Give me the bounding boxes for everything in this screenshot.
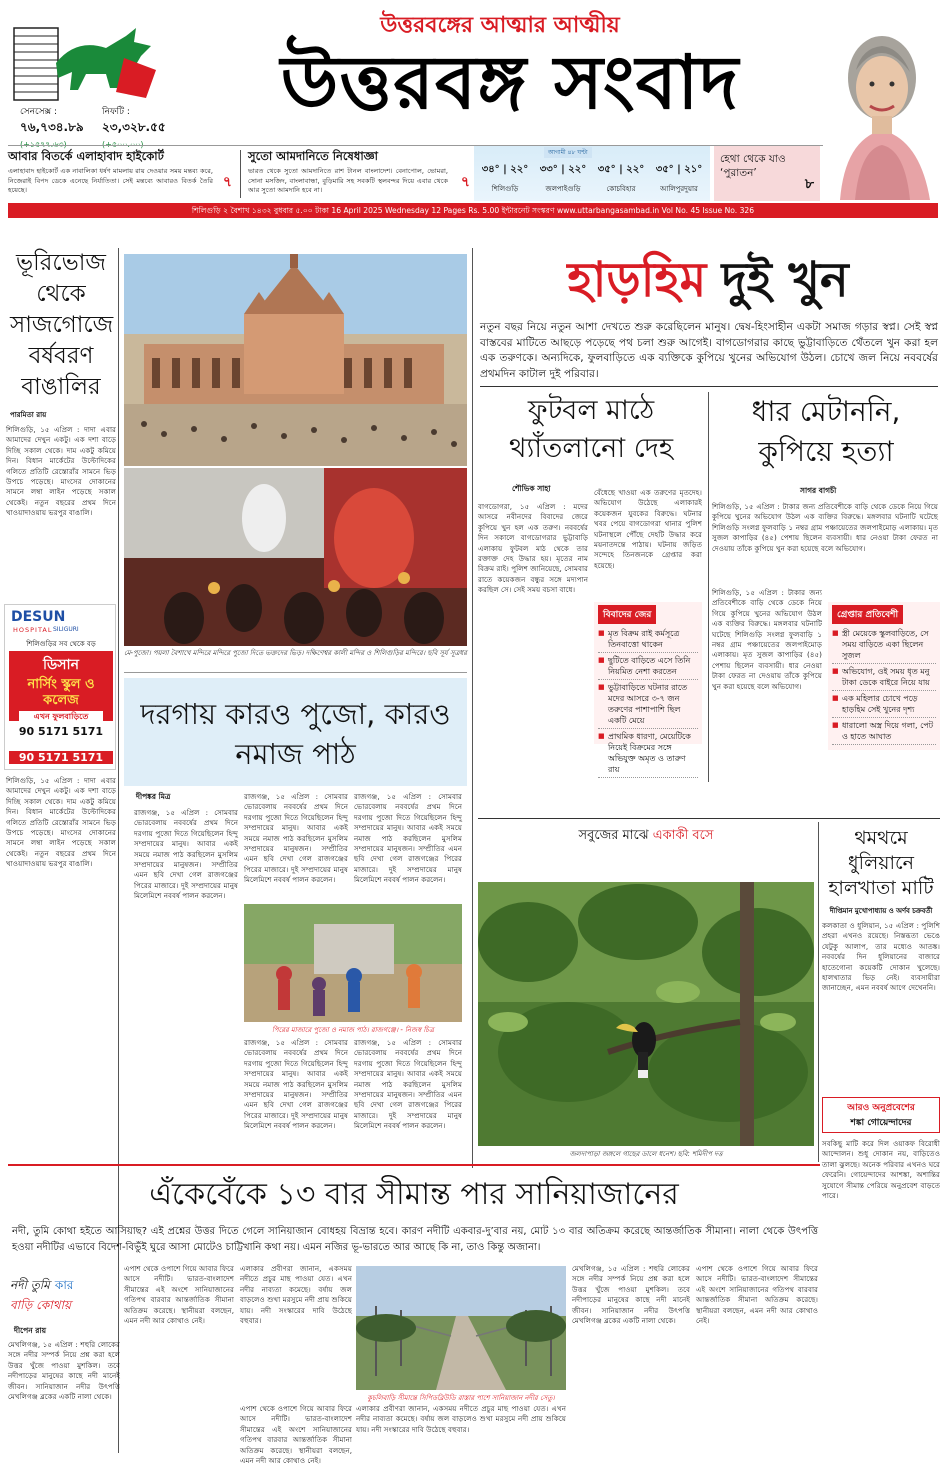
teaser-1[interactable] (8, 148, 236, 200)
ad-city: SILIGURI (53, 626, 79, 633)
tagline: উত্তরবঙ্গের আত্মার আত্মীয় (380, 13, 620, 38)
temple-photo-caption: মে-পুজো। পয়লা বৈশাখে মন্দিরে মন্দিরে পুজো দিতে ভক্তদের ভিড়। দক্ষিণেশ্বর কালী মন্দির ও শিলিগুড়ির মন্দিরে। ছবি সূর্য সূত্রধর (124, 649, 467, 657)
dargah-headline: দরগায় কারও পুজো, কারও নমাজ পাঠ (140, 697, 451, 771)
sanyajan-text-col3: এলাকার প্রবীণরা জানান, একসময় নদীতে প্রচুর মাছ পাওয়া যেত। এখন নদীর নাব্যতা কমেছে। বর্ষায় জল বাড়লেও শুখা মরসুমে নদী প্রায় শুকিয়ে যায়। নদী সংস্কারের দাবি উঠেছে বহুবার। (240, 1264, 352, 1326)
sanyajan-text-col2: এপাশ থেকে ওপাশে গিয়ে আবার ফিরে আসে নদীটি। ভারত-বাংলাদেশ সীমান্তের এই অংশে সানিয়াজানের গতিপথ বারবার আন্তর্জাতিক সীমানা অতিক্রম করেছে। স্থানীয়রা বলছেন, এমন নদী আর কোথাও নেই। (124, 1264, 234, 1326)
dargah-headline-box[interactable] (124, 678, 467, 786)
nifty-change: (+৫০০.০০) (102, 140, 144, 149)
ad-title-3: এখন ফুলবাড়িতে (19, 711, 103, 724)
hornbill-photo (478, 882, 814, 1146)
hornbill-caption: জলদাপাড়া জঙ্গলে গাছের ডালে ধনেশ। ছবি: শমিদীপ দত্ত (569, 1150, 723, 1158)
loan-murder-text-col1: শিলিগুড়ি, ১৫ এপ্রিল : টাকার জন্য প্রতিবেশীকে বাড়ি থেকে ডেকে নিয়ে গিয়ে কুপিয়ে খুনের অভিযোগ উঠল এক ব্যক্তির বিরুদ্ধে। মঙ্গলবার ঘটনাটি ঘটেছে শিলিগুড়ি সংলগ্ন ফুলবাড়ি ১ নম্বর গ্রাম পঞ্চায়েতের জলপাইমোড় এলাকায়। মৃত সুজল কাপাড়ির (৪৫) পেশায় ছিলেন ব্যবসায়ী। ধার নেওয়া টাকা ফেরত না দেওয়ায় তাঁকে কুপিয়ে খুন করা হয়েছে বলে অভিযোগ। (712, 588, 822, 691)
dargah-text-col3: রাজগঞ্জ, ১৫ এপ্রিল : সোমবার ভোরবেলায় নববর্ষের প্রথম দিনে দরগায় পুজো দিতে গিয়েছিলেন হিন্দু সম্প্রদায়ের মানুষ। আবার একই সময়ে নমাজ পাঠ করছিলেন মুসলিম সম্প্রদায়ের মানুষজন। সম্প্রীতির এমন ছবি দেখা গেল রাজগঞ্জের পিরের মাজারে। দুই সম্প্রদায়ের মানুষ মিলেমিশে নববর্ষ পালন করলেন। (354, 792, 462, 885)
promo-text: হেথা থেকে যাও ‘পুরাতন’ (720, 153, 786, 179)
market-ticker (10, 104, 180, 149)
football-story (478, 392, 704, 778)
football-text-col1: বাগডোগরা, ১৫ এপ্রিল : মদের আসরে নবীনদের বিবাদের জেরে কুপিয়ে খুন হল এক তরুণ। নববর্ষের দিন সকালে বাগডোগরার ভুট্টাবাড়ি এলাকায় ফুটবল মাঠ থেকে তার রক্তাক্ত দেহ উদ্ধার হয়। মৃতের নাম বিক্রম রাই। পুলিশ জানিয়েছে, সোমবার রাতে কয়েকজন বন্ধুর সঙ্গে মদ্যপান করছিল সে। সেই সময় বচসা বাধে। (478, 502, 588, 595)
masthead (0, 0, 945, 149)
sanyajan-text-col5: মেখলিগঞ্জ, ১৫ এপ্রিল : শহুরি লোকের সঙ্গে নদীর সম্পর্ক নিয়ে প্রশ্ন করা হলে উত্তর খুঁজে পাওয়া মুশকিল। তবে নদীপাড়ের মানুষের কাছে নদী মানেই জীবন। সানিয়াজান নদীর উৎপত্তি মেখলিগঞ্জ ব্লকের একটি নালা থেকে। (572, 1264, 690, 1326)
sanyajan-text-col3b: এপাশ থেকে ওপাশে গিয়ে আবার ফিরে আসে নদীটি। ভারত-বাংলাদেশ সীমান্তের এই অংশে সানিয়াজানের গতিপথ বারবার আন্তর্জাতিক সীমানা অতিক্রম করেছে। স্থানীয়রা বলছেন, এমন নদী আর কোথাও নেই। (240, 1404, 352, 1466)
weather-city-name: কোচবিহার (606, 185, 636, 193)
ad-title-2: নার্সিং স্কুল ও কলেজ (27, 677, 95, 708)
dhuliyan-subhead (822, 1097, 940, 1133)
sanyajan-intro: নদী, তুমি কোথা হইতে আসিয়াছ? এই প্রশ্নের উত্তর দিতে গেলে সানিয়াজান বোধহয় বিভ্রান্ত হবে। কারণ নদীটি একবার-দু’বার নয়, মোট ১৩ বার অতিক্রম করেছে আন্তর্জাতিক সীমানা। নালা থেকে উৎপত্তি হওয়া নদীটির এভাবে বিদেশ-বিভুঁই ঘুরে আসা মোটেও চাট্টিখানি কথা নয়। এমন নজির ভূ-ভারতে আর আছে কি না, তাও কিন্তু অজানা। (12, 1226, 818, 1253)
sanyajan-text-col4b: এলাকার প্রবীণরা জানান, একসময় নদীতে প্রচুর মাছ পাওয়া যেত। এখন নদীর নাব্যতা কমেছে। বর্ষায় জল বাড়লেও শুখা মরসুমে নদী প্রায় শুকিয়ে যায়। নদী সংস্কারের দাবি উঠেছে বহুবার। (356, 1404, 566, 1434)
dhuliyan-story (822, 826, 940, 1446)
dargah-photo-caption: পিরের মাজারে পুজো ও নমাজ পাঠ। রাজগঞ্জে। - নিজস্ব চিত্র (272, 1026, 434, 1034)
lead-headline[interactable] (478, 250, 938, 312)
ad-brand: DESUN (11, 609, 66, 625)
teaser-2-page: ৭ (460, 174, 470, 190)
sanyajan-headline[interactable]: এঁকেবেঁকে ১৩ বার সীমান্ত পার সানিয়াজানের (149, 1177, 679, 1212)
arrest-box-title: গ্রেপ্তার প্রতিবেশী (832, 605, 903, 624)
dhuliyan-subhead-a: আরও অনুপ্রবেশের (847, 1103, 915, 1113)
weather-city (651, 156, 707, 200)
river-series-logo (10, 1274, 120, 1324)
green-headline[interactable] (478, 822, 814, 880)
list-item: ■ ধারালো অস্ত্র দিয়ে গলা, পেট ও হাতে আঘাত (832, 718, 936, 745)
weather-temps: ৩৫° | ২২° (597, 164, 645, 175)
dakshineswar-temple-photo (124, 254, 467, 466)
sanyajan-photo-caption: কুচলিবাড়ি সীমান্তে সিপিডব্লিউডি রাস্তার পাশে সানিয়াজান নদীর সেতু। (367, 1394, 555, 1402)
dhuliyan-byline: দীপ্তিমান মুখোপাধ্যায় ও অর্ণব চক্রবর্তী (829, 907, 933, 915)
teaser-2-title: সুতো আমদানিতে নিষেধাজ্ঞা (248, 149, 379, 163)
weather-panel (474, 146, 710, 201)
weather-temps: ৩৪° | ২২° (481, 164, 529, 175)
ad-phone-1[interactable]: 90 5171 5171 (18, 725, 104, 738)
arrest-list (828, 624, 940, 747)
dispute-list (594, 624, 702, 780)
green-headline-red: একাকী বসে (652, 828, 714, 843)
dhuliyan-subtext: সবকিছু মাটি করে দিল ওয়াকফ বিরোধী আন্দোলন। শুধু দোকান নয়, বাড়িতেও তালা ঝুলছে। অনেক পরিবার এখনও ঘরে ফেরেনি। গোয়েন্দাদের আশঙ্কা, অশান্তির সুযোগে সীমান্ত পেরিয়ে অনুপ্রবেশ বাড়তে পারে। (822, 1139, 940, 1201)
weather-city-name: জলপাইগুড়ি (545, 185, 581, 193)
stock-exchange-bull-logo (6, 8, 166, 108)
ad-phone-2[interactable]: 90 5171 5171 (9, 751, 113, 764)
left-story-byline: পারমিতা রায় (10, 411, 47, 419)
list-item: ■ মৃত বিক্রম রাই কর্মসূত্রে তিনবাত্তো থাকেন (598, 626, 698, 653)
teaser-2[interactable] (248, 148, 470, 200)
football-text-col2: বেঁধেছে খাওয়া এক তরুণের মৃতদেহ। অভিযোগ উঠেছে এলাকারই কয়েকজন যুবকের বিরুদ্ধে। ঘটনার খবর পেয়ে বাগডোগরা থানার পুলিশ ঘটনাস্থলে পৌঁছে দেহটি উদ্ধার করে ময়নাতদন্তে পাঠায়। ঘটনায় জড়িত সন্দেহে তিনজনকে গ্রেপ্তার করা হয়েছে। (594, 488, 702, 570)
promo-page: ৮ (804, 176, 814, 192)
river-logo-b: কার (54, 1278, 74, 1292)
list-item: ■ অভিযোগ, ওই সময় ধৃত মনু টাকা ডেকে বাইরে নিয়ে যায় (832, 664, 936, 691)
ad-sub: HOSPITAL (13, 626, 53, 634)
weather-temps: ৩৩° | ২২° (539, 164, 587, 175)
lead-intro: নতুন বছর নিয়ে নতুন আশা দেখতে শুরু করেছিলেন মানুষ। দ্বেষ-হিংসাহীন একটা সমাজ গড়ার স্বপ্ন। সেই স্বপ্ন বাস্তবের মাটিতে আছড়ে পড়েছে পথ চলা শুরু আগেই। বাগডোগরার কাছে ভুট্টাবাড়িতে থেঁতলে খুন করা হল এক তরুণকে। অন্যদিকে, ফুলবাড়িতে এক ব্যক্তিকে কুপিয়ে খুনের অভিযোগ উঠল। চোখে জল নিয়ে নববর্ষের প্রথমদিন কাটাল দুই পরিবার। (480, 321, 938, 380)
arrest-box (828, 602, 940, 750)
dateline-bar (8, 203, 938, 218)
teaser-1-text: এলাহাবাদ হাইকোর্ট এক নাবালিকা ধর্ষণ মামলায় রায় দেওয়ার সময় মন্তব্য করে, নিজেরাই বিপদ ডেকে এনেছে নির্যাতিতা। সেই মন্তব্যে আবারও বিতর্ক তৈরি হয়েছে। (8, 167, 213, 194)
football-byline: শৌভিক সাহা (512, 484, 551, 493)
sensex-value: ৭৬,৭৩৪.৮৯ (20, 120, 84, 134)
dargah-text-col1: রাজগঞ্জ, ১৫ এপ্রিল : সোমবার ভোরবেলায় নববর্ষের প্রথম দিনে দরগায় পুজো দিতে গিয়েছিলেন হিন্দু সম্প্রদায়ের মানুষ। আবার একই সময়ে নমাজ পাঠ করছিলেন মুসলিম সম্প্রদায়ের মানুষজন। সম্প্রীতির এমন ছবি দেখা গেল রাজগঞ্জের পিরের মাজারে। দুই সম্প্রদায়ের মানুষ মিলেমিশে নববর্ষ পালন করলেন। (134, 808, 238, 901)
dispute-box-title: বিবাদের জের (598, 605, 656, 624)
weather-temps: ৩৫° | ২১° (655, 164, 703, 175)
river-logo-a: নদী তুমি (10, 1278, 50, 1292)
dargah-text-col2: রাজগঞ্জ, ১৫ এপ্রিল : সোমবার ভোরবেলায় নববর্ষের প্রথম দিনে দরগায় পুজো দিতে গিয়েছিলেন হিন্দু সম্প্রদায়ের মানুষ। আবার একই সময়ে নমাজ পাঠ করছিলেন মুসলিম সম্প্রদায়ের মানুষজন। সম্প্রীতির এমন ছবি দেখা গেল রাজগঞ্জের পিরের মাজারে। দুই সম্প্রদায়ের মানুষ মিলেমিশে নববর্ষ পালন করলেন। (244, 792, 348, 885)
dhuliyan-subhead-b: শঙ্কা গোয়েন্দাদের (850, 1118, 912, 1128)
list-item: ■ প্রাথমিক ধারণা, মেয়েটিকে নিয়েই বিক্রমের সঙ্গে অভিযুক্ত অমৃত ও তারুণ রায় (598, 729, 698, 778)
left-column-text-lower: শিলিগুড়ি, ১৫ এপ্রিল : দাদা এবার আমাদের দেখুন একটু। এক দশা বাড়ে দিচ্ছি সকাল থেকে। দাম একটু কমিয়ে দিন। বিধান মার্কেটের উল্টোদিকের গলিতে প্রতিটি রেস্তোরাঁর সামনে ভিড় উপচে পড়েছে। মাংসের দোকানের সামনে লম্বা লাইন পড়েছে সকাল থেকেই। নতুন বছরের প্রথম দিনে খাওয়াদাওয়ায় ভরপুর বাঙালি। (6, 776, 116, 869)
sanyajan-text-col6: এপাশ থেকে ওপাশে গিয়ে আবার ফিরে আসে নদীটি। ভারত-বাংলাদেশ সীমান্তের এই অংশে সানিয়াজানের গতিপথ বারবার আন্তর্জাতিক সীমানা অতিক্রম করেছে। স্থানীয়রা বলছেন, এমন নদী আর কোথাও নেই। (696, 1264, 818, 1326)
weather-row (476, 156, 708, 200)
weather-city-name: শিলিগুড়ি (491, 185, 519, 193)
list-item: ■ ছুটিতে বাড়িতে এসে তিনি নিয়মিত নেশা করতেন (598, 653, 698, 680)
temple-interior-photo (124, 468, 467, 646)
weather-city (535, 156, 591, 200)
ad-red-box (9, 651, 113, 721)
loan-murder-byline: সাগর বাগচী (800, 486, 837, 495)
nifty-value: ২৩,৩২৮.৫৫ (102, 120, 166, 134)
desun-ad[interactable] (4, 604, 116, 770)
football-headline[interactable]: ফুটবল মাঠে থ্যাঁতলানো দেহ (508, 395, 674, 464)
promo-panel[interactable] (714, 146, 820, 201)
nifty-label: নিফটি : (102, 107, 130, 117)
sanyajan-bridge-photo (356, 1266, 566, 1390)
dargah-byline: দীপঙ্কর মিত্র (136, 792, 171, 801)
sensex-change: (+১৫৭৭.৬৩) (20, 140, 67, 149)
weather-header: আগামী ৪৮ ঘণ্টা (544, 147, 592, 158)
celebrity-portrait (820, 0, 945, 200)
list-item: ■ ভুট্টাবাড়িতে ঘটনার রাতে মদের আসরে ৩-৭ জন তরুণের পাশাপাশি ছিল একটি মেয়ে (598, 680, 698, 729)
left-story-text: শিলিগুড়ি, ১৫ এপ্রিল : দাদা এবার আমাদের দেখুন একটু। এক দশা বাড়ে দিচ্ছি সকাল থেকে। দাম একটু কমিয়ে দিন। বিধান মার্কেটের উল্টোদিকের গলিতে প্রতিটি রেস্তোরাঁর সামনে ভিড় উপচে পড়েছে। মাংসের দোকানের সামনে লম্বা লাইন পড়েছে সকাল থেকেই। নতুন বছরের প্রথম দিনে খাওয়াদাওয়ায় ভরপুর বাঙালি। (6, 425, 116, 518)
dhuliyan-headline[interactable]: থমথমে ধুলিয়ানে হালখাতা মাটি (828, 827, 934, 899)
left-story (6, 248, 116, 608)
teaser-1-page: ৭ (222, 174, 232, 190)
list-item: ■ এক মহিলার চোখে পড়ে হাড়হিম সেই খুনের দৃশ্য (832, 691, 936, 718)
left-story-headline[interactable]: ভূরিভোজ থেকে সাজগোজে বর্ষবরণ বাঙালির (10, 250, 114, 400)
weather-city (593, 156, 649, 200)
weather-city (477, 156, 533, 200)
sanyajan-byline: দীপেন রায় (14, 1326, 46, 1335)
dargah-text-col3b: রাজগঞ্জ, ১৫ এপ্রিল : সোমবার ভোরবেলায় নববর্ষের প্রথম দিনে দরগায় পুজো দিতে গিয়েছিলেন হিন্দু সম্প্রদায়ের মানুষ। আবার একই সময়ে নমাজ পাঠ করছিলেন মুসলিম সম্প্রদায়ের মানুষজন। সম্প্রীতির এমন ছবি দেখা গেল রাজগঞ্জের পিরের মাজারে। দুই সম্প্রদায়ের মানুষ মিলেমিশে নববর্ষ পালন করলেন। (354, 1038, 462, 1131)
dargah-story (124, 678, 467, 1170)
teaser-2-text: ভারত থেকে সুতো আমদানিতে রাশ টানল বাংলাদেশ। বেনাপোল, ভোমরা, সোনা মসজিদ, বাংলাবান্ধা, বুড়িমারি সহ সবকটি স্থলবন্দর দিয়ে এবার থেকে আর সুতো আমদানি হবে না। (248, 167, 448, 194)
dateline-text: শিলিগুড়ি ২ বৈশাখ ১৪৩২ বুধবার ৫.০০ টাকা 16 April 2025 Wednesday 12 Pages Rs. 5.00 ইন্টারনেট সংস্করণ www.uttarbangasambad.in Vol No. 45 Issue No. 326 (191, 206, 755, 215)
loan-murder-text: শিলিগুড়ি, ১৫ এপ্রিল : টাকার জন্য প্রতিবেশীকে বাড়ি থেকে ডেকে নিয়ে গিয়ে কুপিয়ে খুনের অভিযোগ উঠল এক ব্যক্তির বিরুদ্ধে। মঙ্গলবার ঘটনাটি ঘটেছে শিলিগুড়ি সংলগ্ন ফুলবাড়ি ১ নম্বর গ্রাম পঞ্চায়েতের জলপাইমোড় এলাকায়। মৃত সুজল কাপাড়ির (৪৫) পেশায় ছিলেন ব্যবসায়ী। ধার নেওয়া টাকা ফেরত না দেওয়ায় তাঁকে কুপিয়ে খুন করা হয়েছে বলে অভিযোগ। (712, 502, 938, 553)
teaser-1-title: আবার বিতর্কে এলাহাবাদ হাইকোর্ট (8, 149, 164, 163)
sensex-label: সেনসেক্স : (20, 107, 58, 117)
ad-title-1: ডিসান (43, 657, 79, 673)
loan-murder-story (712, 392, 940, 778)
list-item: ■ স্ত্রী মেয়েকে স্কুলবাড়িতে, সে সময় বাড়িতে একা ছিলেন সুজল (832, 626, 936, 664)
green-headline-black: সবুজের মাঝে (578, 828, 649, 843)
green-feature (478, 822, 814, 1162)
lead-headline-red: হাড়হিম (567, 252, 707, 308)
dargah-text-col2b: রাজগঞ্জ, ১৫ এপ্রিল : সোমবার ভোরবেলায় নববর্ষের প্রথম দিনে দরগায় পুজো দিতে গিয়েছিলেন হিন্দু সম্প্রদায়ের মানুষ। আবার একই সময়ে নমাজ পাঠ করছিলেন মুসলিম সম্প্রদায়ের মানুষজন। সম্প্রীতির এমন ছবি দেখা গেল রাজগঞ্জের পিরের মাজারে। দুই সম্প্রদায়ের মানুষ মিলেমিশে নববর্ষ পালন করলেন। (244, 1038, 348, 1131)
weather-city-name: আলিপুরদুয়ার (660, 185, 698, 193)
loan-murder-headline[interactable]: ধার মেটাননি, কুপিয়ে হত্যা (751, 395, 901, 468)
dispute-box (594, 602, 702, 774)
teaser-strip (8, 145, 823, 201)
ad-tag: শিলিগুড়ির সব থেকে বড় (26, 640, 96, 648)
newspaper-title: উত্তরবঙ্গ সংবাদ (280, 40, 740, 126)
river-logo-c: বাড়ি কোথায় (10, 1298, 72, 1312)
lead-headline-black: দুই খুন (721, 252, 849, 308)
sanyajan-text-col1: মেখলিগঞ্জ, ১৫ এপ্রিল : শহুরি লোকের সঙ্গে নদীর সম্পর্ক নিয়ে প্রশ্ন করা হলে উত্তর খুঁজে পাওয়া মুশকিল। তবে নদীপাড়ের মানুষের কাছে নদী মানেই জীবন। সানিয়াজান নদীর উৎপত্তি মেখলিগঞ্জ ব্লকের একটি নালা থেকে। (8, 1340, 120, 1402)
dhuliyan-text: কলকাতা ও ধুলিয়ান, ১৫ এপ্রিল : পুলিশি প্রহরা এখনও রয়েছে। নিস্তব্ধতা ভেঙে যেটুকু আলাপ, তার মধ্যেও আতঙ্ক। নববর্ষের দিন ধুলিয়ানের বাজারে হাতেগোনা কয়েকটি দোকান খুলেছে। হালখাতার ভিড় নেই। ব্যবসায়ীরা জানাচ্ছেন, এমন নববর্ষ আগে দেখেননি। (822, 921, 940, 993)
dargah-photo (244, 904, 462, 1022)
